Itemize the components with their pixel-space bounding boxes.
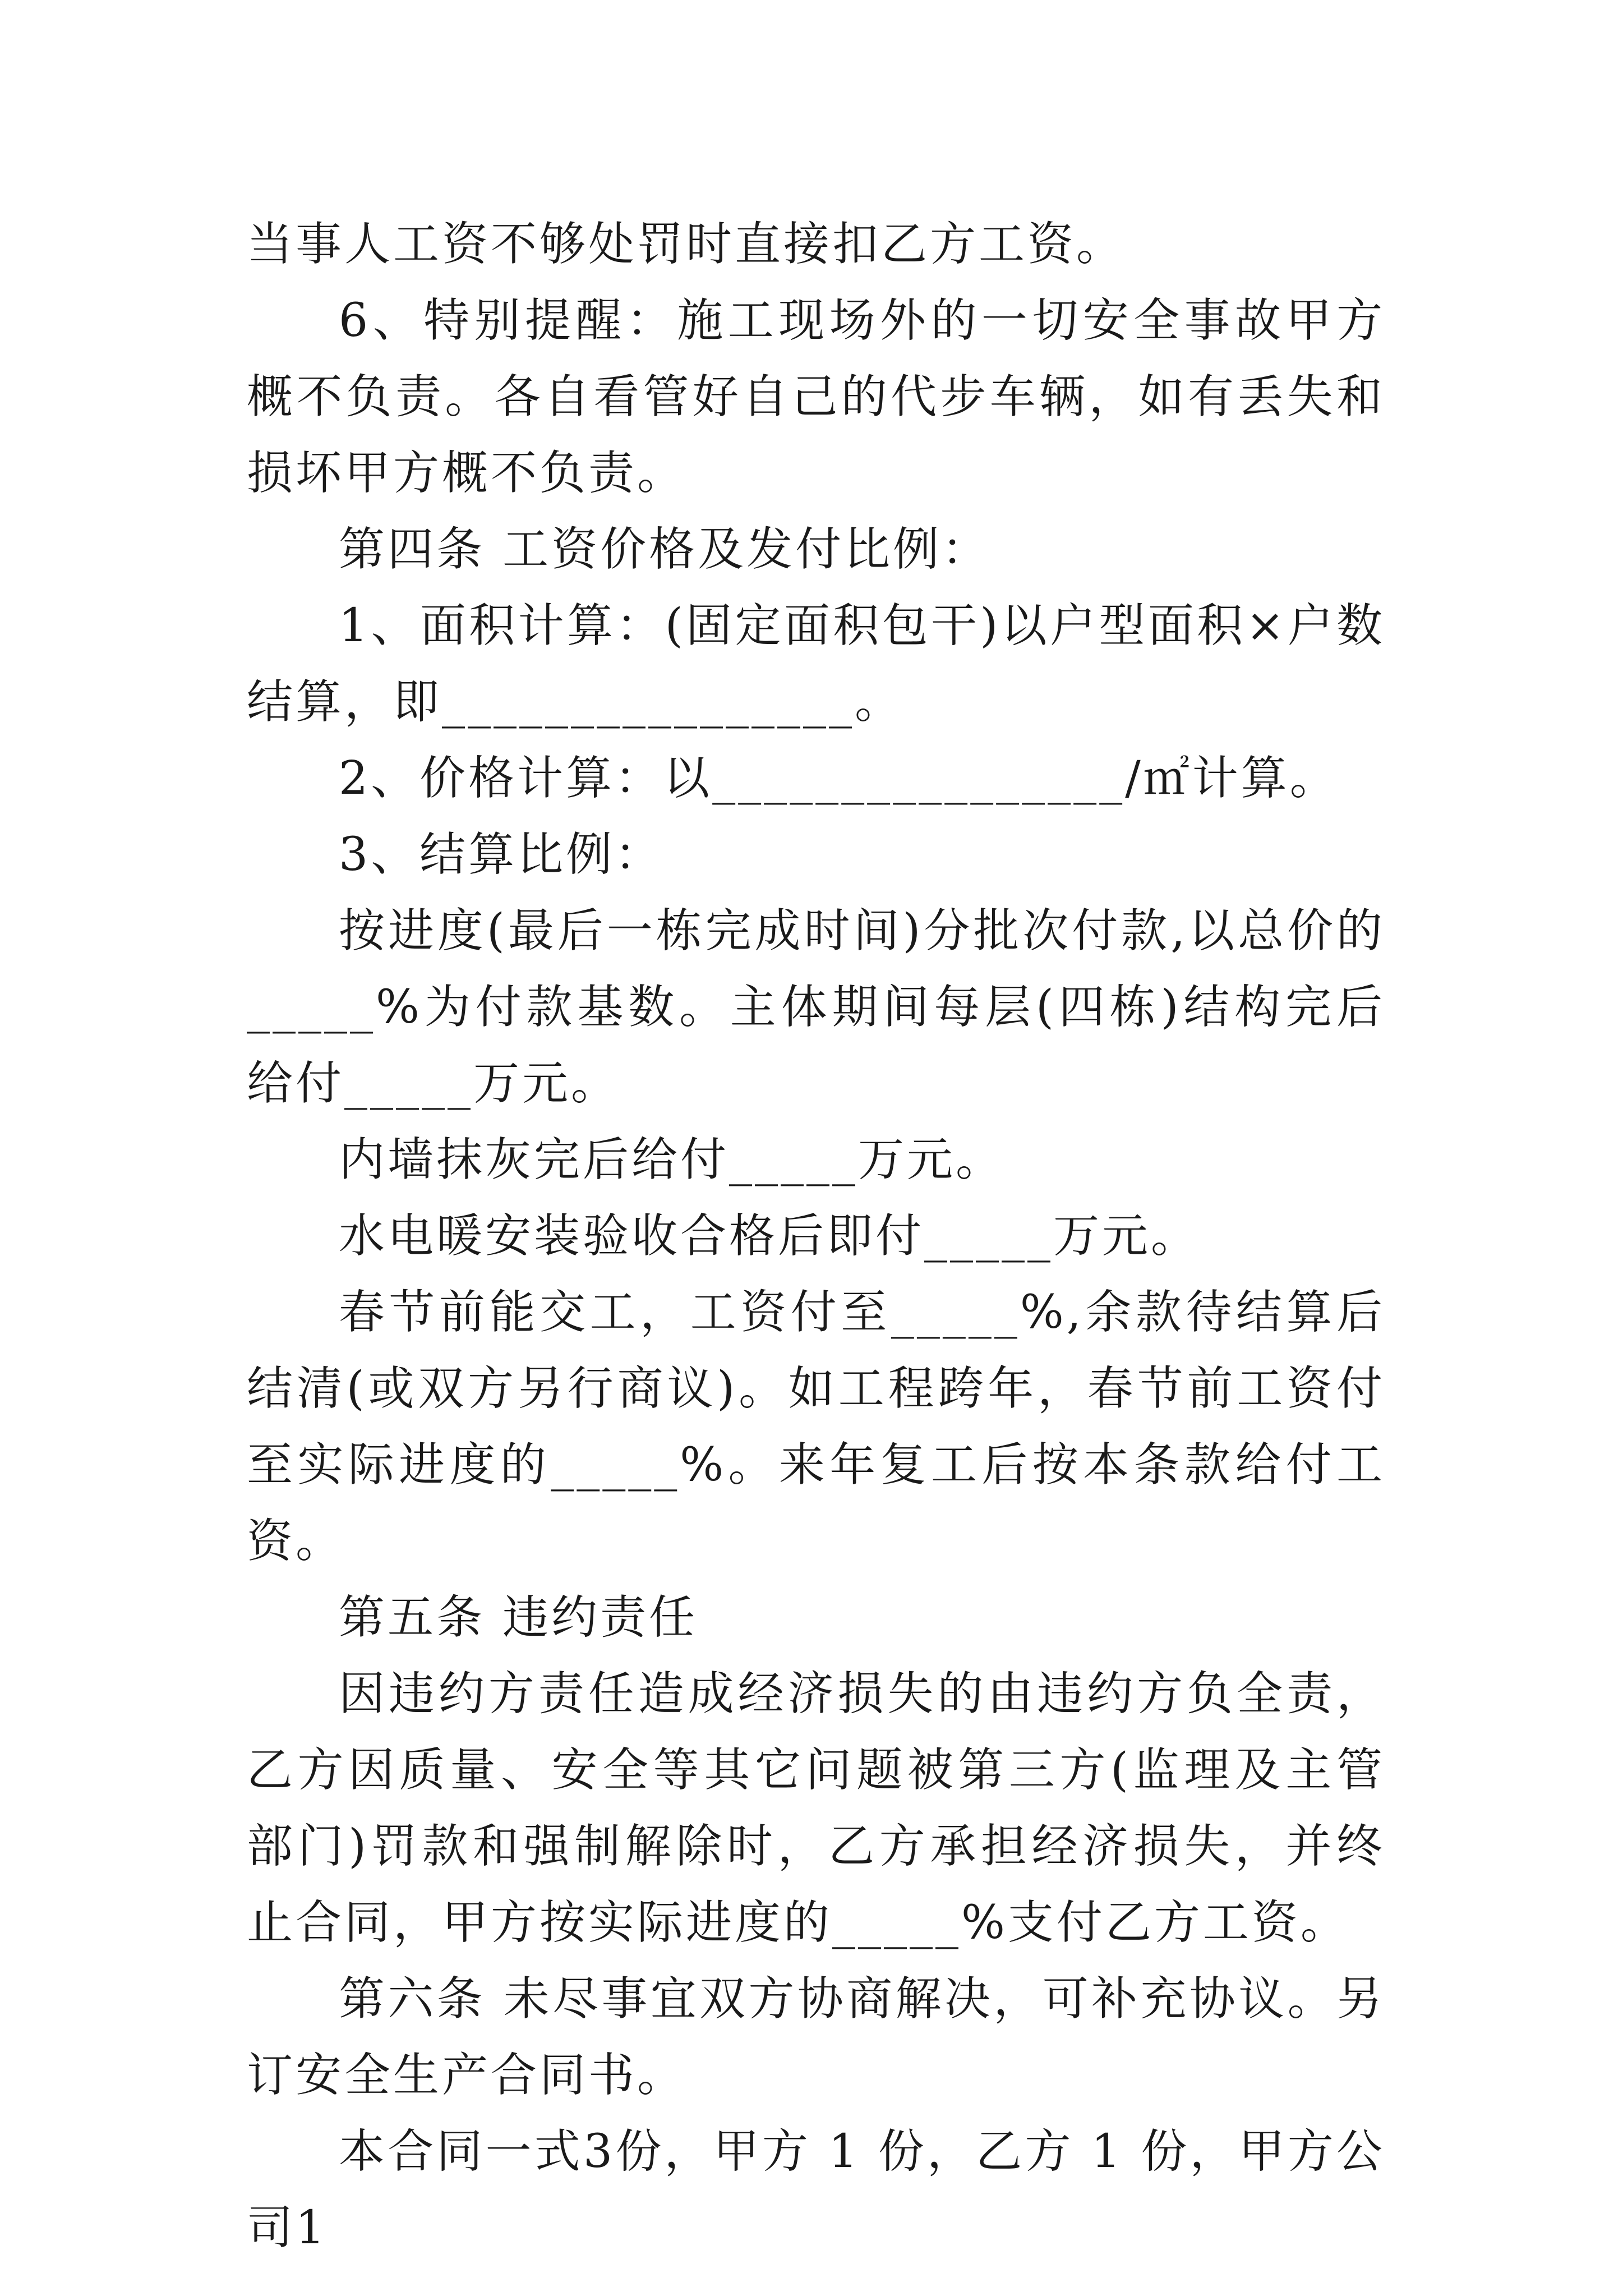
paragraph-progress-payment: 按进度(最后一栋完成时间)分批次付款,以总价的_____%为付款基数。主体期间每层(四栋)结构完后给付_____万元。: [247, 904, 1385, 1110]
paragraph-settlement-ratio: 3、结算比例：: [339, 828, 664, 881]
paragraph-spring-festival: 春节前能交工，工资付至_____%,余款待结算后结清(或双方另行商议)。如工程跨年，春节前工资付至实际进度的_____%。来年复工后按本条款给付工资。: [247, 1286, 1385, 1568]
article-6-paragraph: 第六条 未尽事宜双方协商解决，可补充协议。另订安全生产合同书。: [247, 1972, 1385, 2102]
paragraph-price-calculation: 2、价格计算：以________________/㎡计算。: [339, 752, 1339, 805]
article-5-heading: 第五条 违约责任: [339, 1591, 698, 1644]
paragraph-plastering-payment: 内墙抹灰完后给付_____万元。: [339, 1133, 1005, 1186]
paragraph-special-reminder: 6、特别提醒：施工现场外的一切安全事故甲方概不负责。各自看管好自己的代步车辆，如有丢失和损坏甲方概不负责。: [247, 294, 1385, 500]
paragraph-penalty-deduction: 当事人工资不够处罚时直接扣乙方工资。: [247, 218, 1126, 271]
paragraph-copies: 本合同一式3份，甲方 1 份，乙方 1 份，甲方公司1: [247, 2125, 1385, 2254]
paragraph-installation-payment: 水电暖安装验收合格后即付_____万元。: [339, 1209, 1200, 1263]
document-body: [247, 206, 1385, 2266]
paragraph-area-calculation: 1、面积计算：(固定面积包干)以户型面积×户数结算，即________________。: [247, 599, 1385, 729]
article-4-heading: 第四条 工资价格及发付比例：: [339, 523, 991, 576]
paragraph-breach-liability: 因违约方责任造成经济损失的由违约方负全责，乙方因质量、安全等其它问题被第三方(监理及主管部门)罚款和强制解除时，乙方承担经济损失，并终止合同，甲方按实际进度的_____%支付乙方工资。: [247, 1667, 1385, 1949]
